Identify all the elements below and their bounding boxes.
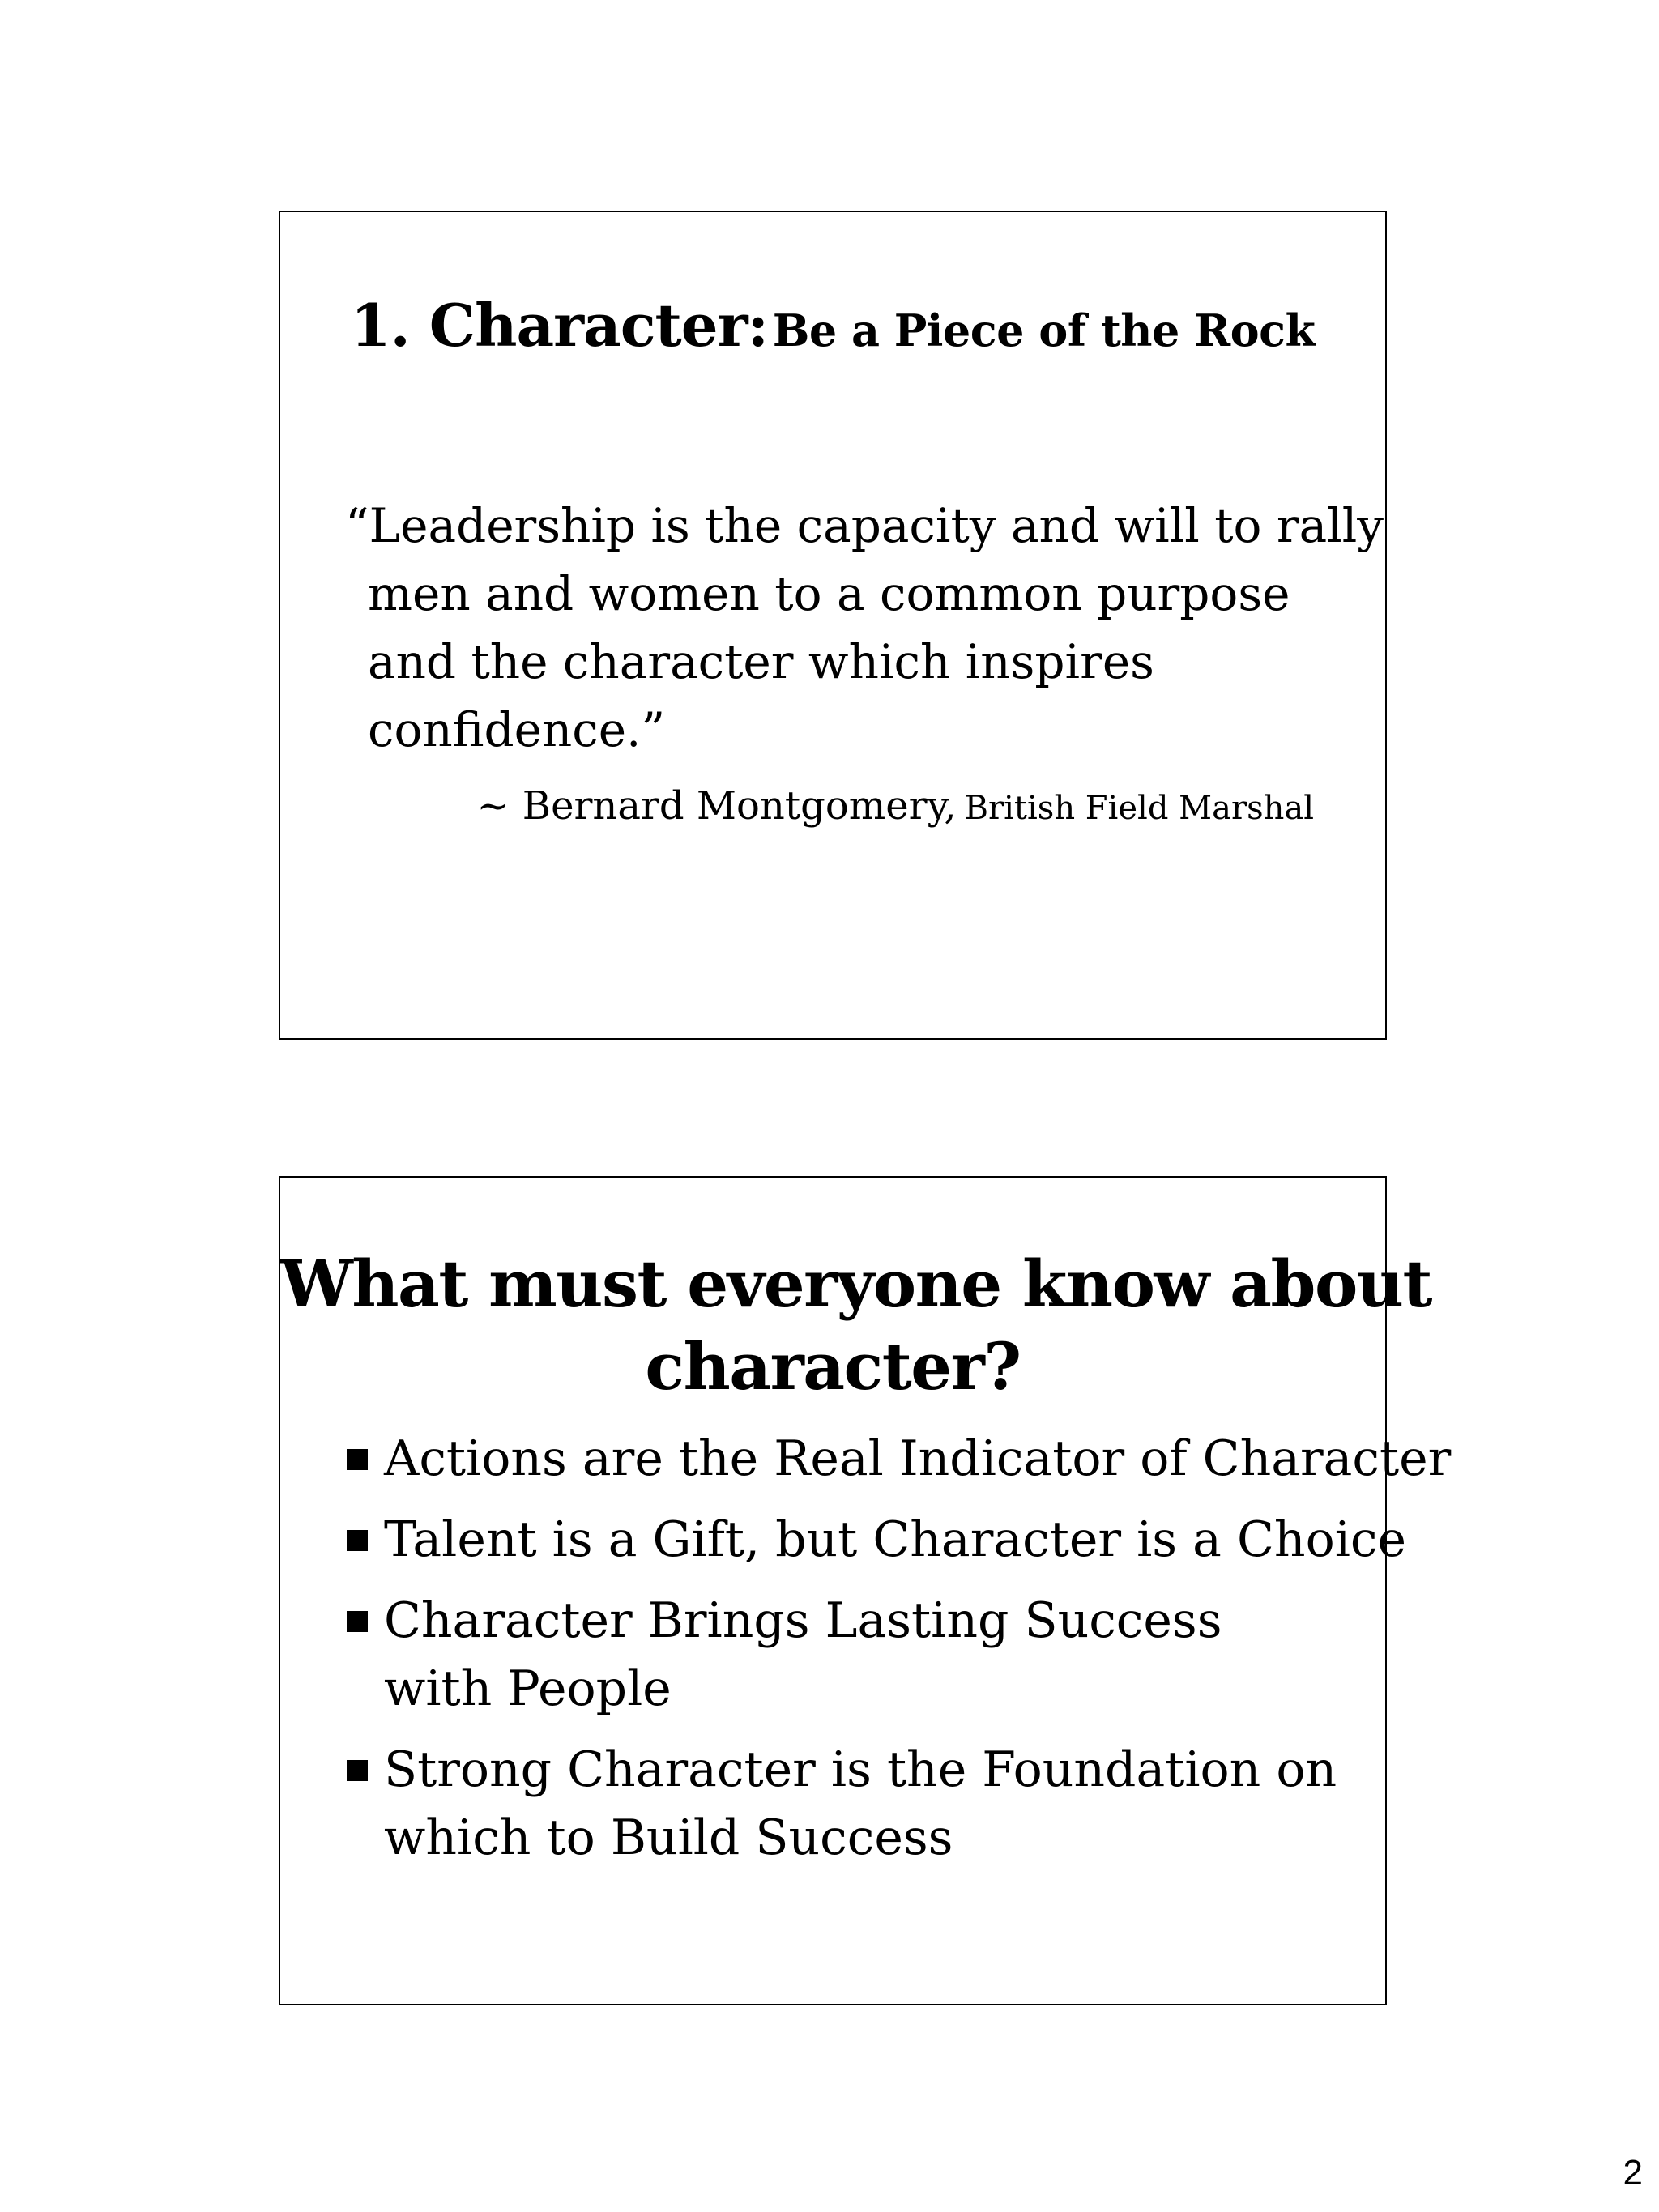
slide-title-line: What must everyone know about	[280, 1246, 1431, 1322]
slide-title-line: character?	[645, 1328, 1021, 1404]
attribution-role: British Field Marshal	[964, 790, 1314, 827]
bullet-text-line: Character Brings Lasting Success	[384, 1592, 1222, 1649]
bullet-text-line: Actions are the Real Indicator of Character	[384, 1430, 1452, 1487]
bullet-item	[345, 1425, 1452, 1493]
slide-title-subtitle: Be a Piece of the Rock	[772, 305, 1316, 356]
bullet-text-line: which to Build Success	[384, 1809, 953, 1866]
square-bullet-icon	[347, 1449, 368, 1470]
bullet-text-line: Strong Character is the Foundation on	[384, 1741, 1337, 1798]
bullet-text-line: Talent is a Gift, but Character is a Choice	[384, 1511, 1406, 1568]
leadership-quote	[345, 492, 1384, 764]
square-bullet-icon	[347, 1760, 368, 1781]
quote-line: “Leadership is the capacity and will to rally	[345, 498, 1384, 553]
slide-title-main: 1. Character:	[350, 291, 769, 360]
square-bullet-icon	[347, 1530, 368, 1551]
bullet-text-line: with People	[384, 1660, 672, 1717]
bullet-text	[384, 1587, 1350, 1723]
quote-attribution	[477, 783, 1314, 830]
bullet-text	[384, 1736, 1350, 1872]
bullet-item	[345, 1506, 1406, 1574]
quote-line: confidence.”	[368, 702, 666, 757]
attribution-tilde: ~	[476, 783, 510, 829]
page-number: 2	[1623, 2153, 1643, 2193]
attribution-name: Bernard Montgomery,	[522, 783, 957, 829]
bullet-list	[345, 1425, 1452, 1885]
quote-line: and the character which inspires	[368, 634, 1154, 689]
square-bullet-icon	[347, 1611, 368, 1632]
slide-character-points	[279, 1176, 1452, 2005]
bullet-item	[345, 1587, 1350, 1723]
bullet-text	[384, 1506, 1406, 1574]
slide-character-quote	[279, 211, 1387, 1040]
quote-line: men and women to a common purpose	[368, 566, 1290, 621]
bullet-text	[384, 1425, 1452, 1493]
bullet-item	[345, 1736, 1350, 1872]
slide-title	[280, 291, 1385, 360]
slide-title	[280, 1242, 1431, 1408]
